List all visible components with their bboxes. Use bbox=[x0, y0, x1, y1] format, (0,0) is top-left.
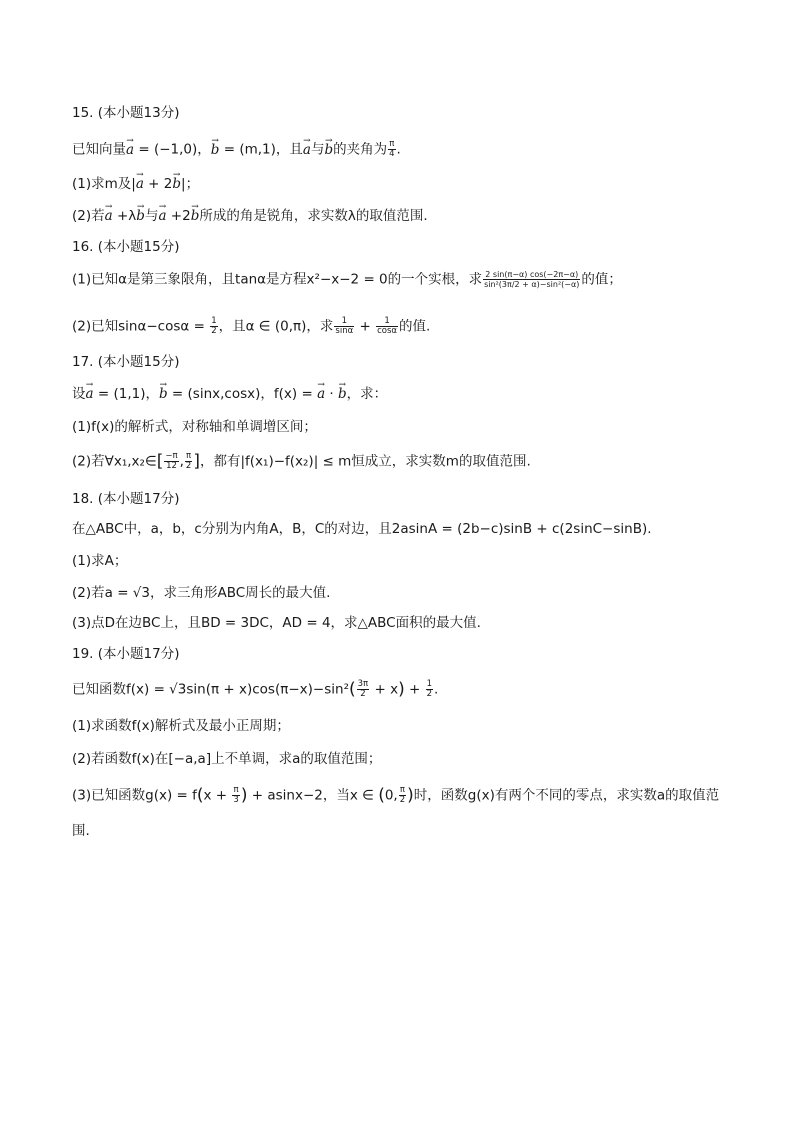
problem-19-part-3-continued: 围. bbox=[72, 823, 90, 839]
problem-16-header: 16. (本小题15分) bbox=[72, 239, 180, 255]
problem-17-header: 17. (本小题15分) bbox=[72, 354, 180, 370]
problem-19-part-1: (1)求函数f(x)解析式及最小正周期； bbox=[72, 718, 290, 734]
problem-19-part-2: (2)若函数f(x)在[−a,a]上不单调，求a的取值范围； bbox=[72, 751, 382, 767]
problem-18-stem: 在△ABC中，a，b，c分别为内角A，B，C的对边，且2asinA = (2b−c)sinB + c(2sinC−sinB). bbox=[72, 521, 652, 537]
problem-17-part-1: (1)f(x)的解析式，对称轴和单调增区间； bbox=[72, 419, 317, 435]
problem-19-header: 19. (本小题17分) bbox=[72, 646, 180, 662]
problem-16-part-2: (2)已知sinα−cosα = $\frac{1}{2}$ ，且α ∈ (0,π)，求 $\frac{1}{\sin\alpha}$ + $\frac{1}{\cos\alpha}$ 的值. bbox=[72, 316, 431, 336]
problem-17-part-2: (2)若∀x₁,x₂∈[ $\frac{-\pi}{12}$ , $\frac{\pi}{2}$ ]，都有|f(x₁)−f(x₂)| ≤ m恒成立，求实数m的取值范围. bbox=[72, 451, 531, 472]
problem-19-part-3: (3)已知函数g(x) = f(x + $\frac{\pi}{3}$ ) + asinx−2，当x ∈ (0, $\frac{\pi}{2}$ )时，函数g(x)有两个不同的零点，求实数a的取值范 bbox=[72, 785, 720, 806]
problem-15-header: 15. (本小题13分) bbox=[72, 105, 180, 121]
problem-15-part-2: (2)若→ a +λ→ b与→ a +2→ b所成的角是锐角，求实数λ的取值范围. bbox=[72, 207, 428, 225]
problem-18-header: 18. (本小题17分) bbox=[72, 491, 180, 507]
problem-19-stem: 已知函数f(x) = √3sin(π + x)cos(π−x)−sin²( $\frac{3\pi}{2}$ + x) + $\frac{1}{2}$ . bbox=[72, 679, 439, 700]
problem-16-part-1: (1)已知α是第三象限角，且tanα是方程x²−x−2 = 0的一个实根，求 $\frac{2 \sin(\pi-\alpha) \cos(-2\pi-\alpha)}{\text{sin²(3π/2 + α)−sin²(−α)}}$ 的值； bbox=[72, 270, 622, 289]
problem-18-part-3: (3)点D在边BC上，且BD = 3DC，AD = 4，求△ABC面积的最大值. bbox=[72, 615, 481, 631]
problem-18-part-1: (1)求A； bbox=[72, 553, 128, 569]
problem-17-stem: 设→ a = (1,1)，→ b = (sinx,cosx)，f(x) = → a · → b，求： bbox=[72, 385, 387, 403]
problem-15-part-1: (1)求m及|→ a + 2→ b|； bbox=[72, 175, 199, 193]
problem-15-stem: 已知向量→ a = (−1,0)，→ b = (m,1)，且→ a与→ b的夹角为 $\frac{\pi}{4}$ . bbox=[72, 140, 401, 159]
problem-18-part-2: (2)若a = √3，求三角形ABC周长的最大值. bbox=[72, 585, 331, 601]
